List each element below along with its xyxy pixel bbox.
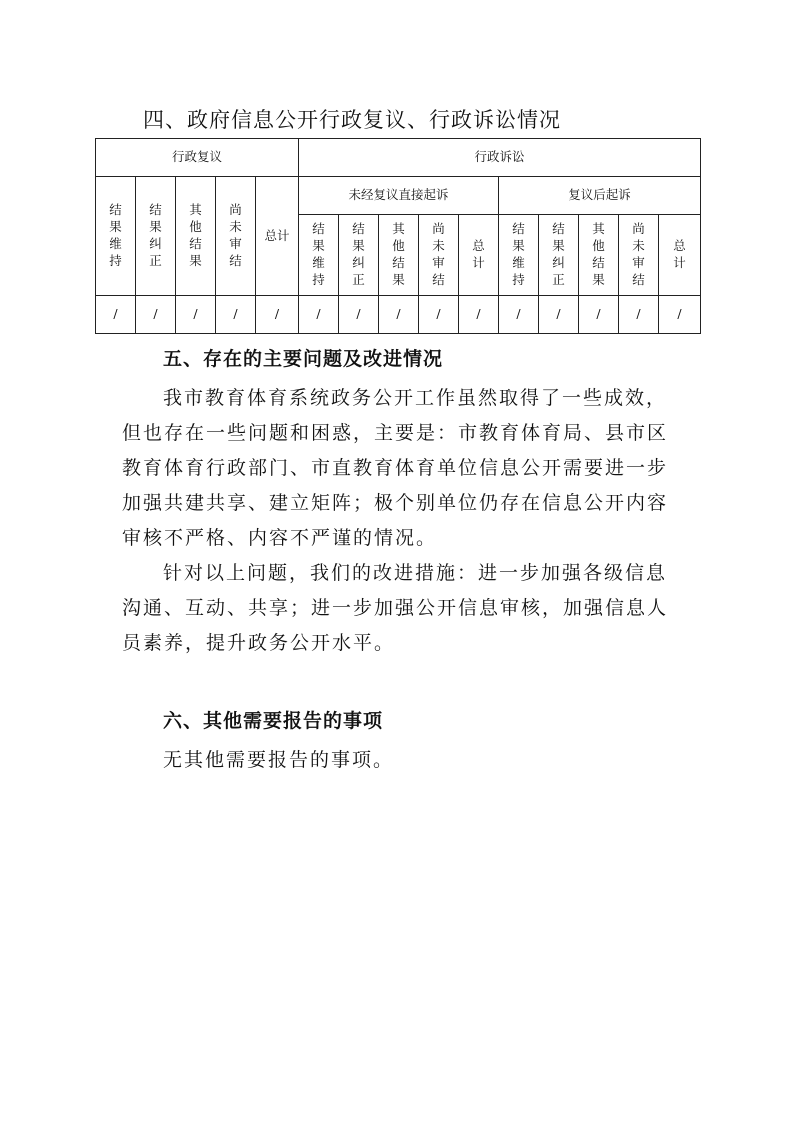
col-review-pending: 尚未审结	[216, 177, 256, 296]
paragraph-problems: 我市教育体育系统政务公开工作虽然取得了一些成效，但也存在一些问题和困惑，主要是：市教育体育局、县市区教育体育行政部门、市直教育体育单位信息公开需要进一步加强共建共享、建立矩阵；极个别单位仍存在信息公开内容审核不严格、内容不严谨的情况。	[122, 387, 669, 549]
header-admin-litigation: 行政诉讼	[299, 139, 701, 177]
col-direct-other: 其他结果	[379, 215, 419, 296]
col-after-maintained: 结果维持	[499, 215, 539, 296]
section-5-body	[122, 381, 672, 661]
col-after-total: 总计	[659, 215, 701, 296]
col-direct-pending: 尚未审结	[419, 215, 459, 296]
header-admin-review: 行政复议	[96, 139, 299, 177]
section-6-body: 无其他需要报告的事项。	[163, 749, 395, 771]
table-cell: /	[299, 296, 339, 334]
col-review-total: 总计	[256, 177, 299, 296]
paragraph-improvements: 针对以上问题，我们的改进措施：进一步加强各级信息沟通、互动、共享；进一步加强公开信息审核，加强信息人员素养，提升政务公开水平。	[122, 562, 669, 654]
col-direct-corrected: 结果纠正	[339, 215, 379, 296]
table-cell: /	[136, 296, 176, 334]
table-cell: /	[499, 296, 539, 334]
col-review-other: 其他结果	[176, 177, 216, 296]
table-cell: /	[419, 296, 459, 334]
col-after-pending: 尚未审结	[619, 215, 659, 296]
section-5-heading: 五、存在的主要问题及改进情况	[163, 348, 444, 370]
col-after-other: 其他结果	[579, 215, 619, 296]
table-cell: /	[459, 296, 499, 334]
col-direct-maintained: 结果维持	[299, 215, 339, 296]
table-cell: /	[339, 296, 379, 334]
review-litigation-table	[95, 138, 701, 334]
table-cell: /	[619, 296, 659, 334]
table-cell: /	[176, 296, 216, 334]
table-cell: /	[579, 296, 619, 334]
table-cell: /	[539, 296, 579, 334]
table-cell: /	[659, 296, 701, 334]
table-row	[96, 296, 701, 334]
col-direct-total: 总计	[459, 215, 499, 296]
header-direct-suit: 未经复议直接起诉	[299, 177, 499, 215]
col-after-corrected: 结果纠正	[539, 215, 579, 296]
section-6-heading: 六、其他需要报告的事项	[163, 710, 384, 732]
header-after-review-suit: 复议后起诉	[499, 177, 701, 215]
section-4-heading: 四、政府信息公开行政复议、行政诉讼情况	[143, 108, 561, 132]
table-cell: /	[96, 296, 136, 334]
col-review-corrected: 结果纠正	[136, 177, 176, 296]
table-cell: /	[256, 296, 299, 334]
col-review-maintained: 结果维持	[96, 177, 136, 296]
table-cell: /	[379, 296, 419, 334]
table-cell: /	[216, 296, 256, 334]
